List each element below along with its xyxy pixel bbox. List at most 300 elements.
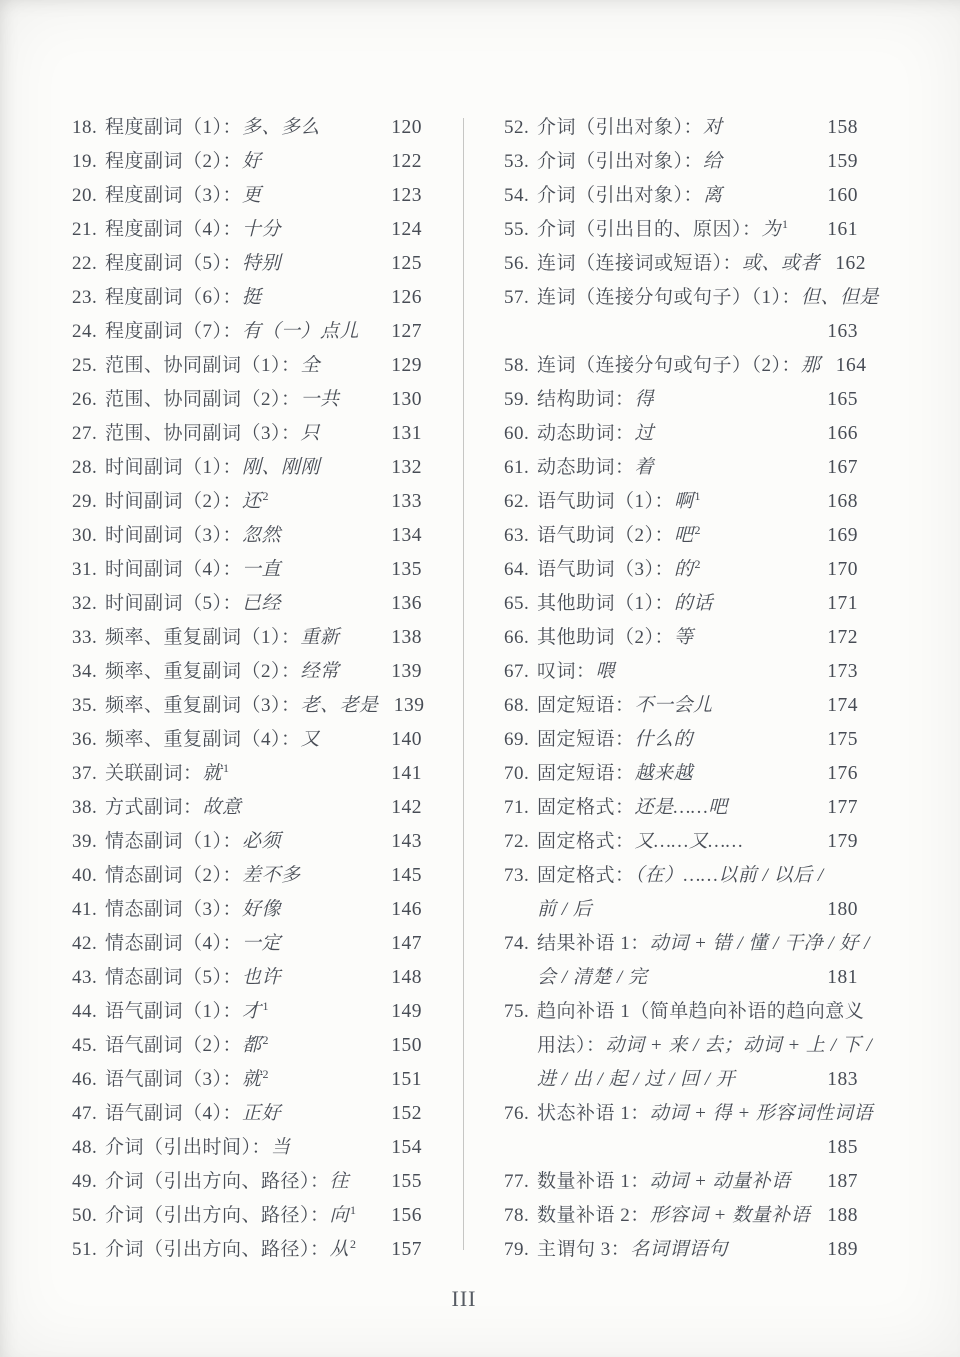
toc-entry-title [105, 757, 376, 791]
toc-entry-number: 68. [504, 695, 530, 716]
keyword-text: 挺 [242, 287, 262, 308]
toc-entry-title [537, 995, 864, 1029]
superscript: 2 [262, 488, 270, 503]
keyword-text: 正好 [242, 1103, 282, 1124]
keyword-text: 都 [242, 1035, 262, 1056]
toc-entry-title [537, 179, 812, 213]
keyword-text: 就 [242, 1069, 262, 1090]
label-text: 语气副词（4）： [105, 1103, 243, 1124]
label-text: 程度副词（1）： [105, 117, 243, 138]
keyword-text: 还 [242, 491, 262, 512]
toc-entry-number [504, 961, 537, 995]
toc-entry-number [504, 1029, 537, 1063]
toc-line [72, 179, 422, 213]
toc-entry-number: 34. [72, 661, 98, 682]
toc-entry-title [537, 961, 812, 995]
label-text: 关联副词： [105, 763, 203, 784]
toc-entry-title [537, 1063, 812, 1097]
keyword-text: 动词 + 动量补语 [649, 1171, 791, 1192]
label-text: 动态助词： [537, 423, 635, 444]
toc-entry-title [537, 145, 812, 179]
toc-entry-number: 42. [72, 933, 98, 954]
keyword-text: 着 [634, 457, 655, 478]
toc-entry-title [537, 1097, 873, 1131]
toc-entry-page: 166 [827, 423, 858, 444]
toc-entry-title [537, 247, 820, 281]
toc-entry-number: 73. [504, 865, 530, 886]
toc-entry-title [537, 587, 812, 621]
column-divider [463, 118, 464, 1250]
toc-line [504, 451, 858, 485]
toc-entry-title [537, 893, 812, 927]
toc-entry-number: 24. [72, 321, 98, 342]
label-text: 固定短语： [537, 763, 635, 784]
toc-line [72, 893, 422, 927]
toc-entry-number: 39. [72, 831, 98, 852]
toc-line [504, 723, 858, 757]
toc-line [504, 1233, 858, 1267]
toc-entry-title [105, 315, 376, 349]
toc-entry-number: 79. [504, 1239, 530, 1260]
toc-entry-page: 181 [827, 967, 858, 988]
label-text: 频率、重复副词（1）： [105, 627, 301, 648]
toc-entry-title [105, 417, 376, 451]
toc-entry-title [537, 621, 812, 655]
toc-entry-number: 63. [504, 525, 530, 546]
keyword-text: 必须 [242, 831, 282, 852]
toc-entry-number: 25. [72, 355, 98, 376]
toc-entry-page: 173 [827, 661, 858, 682]
label-text: 程度副词（5）： [105, 253, 243, 274]
keyword-text: 向 [329, 1205, 350, 1226]
label-text: 介词（引出目的、原因）： [537, 219, 762, 240]
label-text: 时间副词（1）： [105, 457, 243, 478]
toc-entry-number: 62. [504, 491, 530, 512]
toc-entry-title [537, 825, 812, 859]
toc-entry-number: 26. [72, 389, 98, 410]
toc-column-left [72, 111, 425, 1267]
toc-entry-number: 35. [72, 695, 98, 716]
keyword-text: 一定 [242, 933, 282, 954]
toc-entry-number: 74. [504, 933, 530, 954]
toc-entry-title [537, 859, 824, 893]
label-text: 主谓句 3： [537, 1239, 631, 1260]
toc-line-continuation [504, 315, 858, 349]
keyword-text: 也许 [242, 967, 282, 988]
toc-entry-number: 58. [504, 355, 530, 376]
toc-entry-page: 179 [827, 831, 858, 852]
label-text: 程度副词（3）： [105, 185, 243, 206]
toc-entry-number: 27. [72, 423, 98, 444]
superscript: 1 [262, 998, 270, 1013]
label-text: 情态副词（3）： [105, 899, 243, 920]
keyword-text: 进 / 出 / 起 / 过 / 回 / 开 [537, 1069, 736, 1090]
toc-line [72, 689, 425, 723]
toc-entry-title [537, 451, 812, 485]
toc-line [72, 757, 422, 791]
toc-entry-number: 40. [72, 865, 98, 886]
keyword-text: 刚、刚刚 [242, 457, 321, 478]
toc-entry-page [830, 859, 870, 893]
toc-entry-page: 145 [391, 865, 422, 886]
toc-line [504, 587, 858, 621]
toc-line [504, 621, 858, 655]
toc-line [72, 1131, 422, 1165]
toc-line [72, 723, 422, 757]
toc-entry-title [537, 553, 812, 587]
label-text: 时间副词（5）： [105, 593, 243, 614]
label-text: 数量补语 1： [537, 1171, 650, 1192]
toc-entry-page: 146 [391, 899, 422, 920]
keyword-text: 吧 [674, 525, 694, 546]
toc-entry-page: 138 [391, 627, 422, 648]
toc-line-continuation [504, 893, 858, 927]
label-text: 语气副词（2）： [105, 1035, 243, 1056]
toc-line [504, 485, 858, 519]
toc-entry-number: 23. [72, 287, 98, 308]
keyword-text: 又 [300, 729, 321, 750]
keyword-text: 动词 + 错 / 懂 / 干净 / 好 / [649, 933, 870, 954]
superscript: 2 [262, 1066, 270, 1081]
label-text: 语气副词（3）： [105, 1069, 243, 1090]
label-text: 介词（引出方向、路径）： [105, 1239, 330, 1260]
toc-entry-title [105, 451, 376, 485]
keyword-text: 好像 [242, 899, 282, 920]
toc-line [504, 247, 867, 281]
toc-line [72, 927, 422, 961]
toc-entry-number: 44. [72, 1001, 98, 1022]
toc-entry-page: 134 [391, 525, 422, 546]
toc-entry-number: 47. [72, 1103, 98, 1124]
toc-entry-title [105, 1199, 376, 1233]
toc-entry-number [504, 315, 537, 349]
label-text: 固定格式： [537, 797, 635, 818]
toc-line [72, 825, 422, 859]
toc-entry-page: 127 [391, 321, 422, 342]
toc-entry-number: 30. [72, 525, 98, 546]
toc-entry-title [105, 179, 376, 213]
toc-entry-number: 37. [72, 763, 98, 784]
keyword-text: 多、多么 [242, 117, 321, 138]
label-text: 情态副词（1）： [105, 831, 243, 852]
label-text: 范围、协同副词（3）： [105, 423, 301, 444]
label-text: 固定短语： [537, 729, 635, 750]
toc-line [504, 791, 858, 825]
label-text: 用法）： [537, 1035, 606, 1056]
toc-line [504, 213, 858, 247]
label-text: 语气助词（2）： [537, 525, 675, 546]
keyword-text: 给 [703, 151, 723, 172]
keyword-text: 老、老是 [300, 695, 379, 716]
toc-entry-page: 148 [391, 967, 422, 988]
toc-entry-number: 31. [72, 559, 98, 580]
toc-entry-number: 41. [72, 899, 98, 920]
toc-entry-number: 60. [504, 423, 530, 444]
toc-entry-title [537, 383, 812, 417]
toc-entry-title [537, 927, 870, 961]
toc-entry-number: 20. [72, 185, 98, 206]
toc-entry-title [537, 723, 812, 757]
toc-entry-title [105, 825, 376, 859]
toc-line [72, 485, 422, 519]
keyword-text: 特别 [242, 253, 282, 274]
keyword-text: 的话 [674, 593, 714, 614]
toc-entry-title [105, 349, 376, 383]
label-text: 其他助词（2）： [537, 627, 675, 648]
label-text: 介词（引出对象）： [537, 151, 704, 172]
label-text: 固定格式： [537, 831, 635, 852]
keyword-text: 好 [242, 151, 262, 172]
label-text: 结构助词： [537, 389, 635, 410]
toc-line [72, 961, 422, 995]
toc-entry-page: 132 [391, 457, 422, 478]
toc-entry-title [105, 111, 376, 145]
toc-entry-page: 167 [827, 457, 858, 478]
toc-entry-page: 175 [827, 729, 858, 750]
toc-line [72, 1097, 422, 1131]
toc-line [504, 111, 858, 145]
label-text: 时间副词（2）： [105, 491, 243, 512]
toc-entry-page: 136 [391, 593, 422, 614]
keyword-text: 才 [242, 1001, 262, 1022]
toc-entry-page: 130 [391, 389, 422, 410]
toc-entry-title [105, 213, 376, 247]
toc-line [72, 417, 422, 451]
keyword-text: 喂 [595, 661, 616, 682]
keyword-text: 形容词 + 数量补语 [649, 1205, 811, 1226]
label-text: 其他助词（1）： [537, 593, 675, 614]
toc-line [72, 1165, 422, 1199]
toc-entry-title [105, 383, 376, 417]
toc-line [72, 451, 422, 485]
toc-entry-title [105, 587, 376, 621]
toc-entry-title [537, 791, 812, 825]
label-text: 情态副词（4）： [105, 933, 243, 954]
toc-entry-page: 157 [391, 1239, 422, 1260]
toc-line [504, 655, 858, 689]
label-text: 范围、协同副词（1）： [105, 355, 301, 376]
toc-entry-title [105, 1029, 376, 1063]
toc-entry-number: 70. [504, 763, 530, 784]
toc-line [504, 349, 867, 383]
toc-entry-number: 28. [72, 457, 98, 478]
toc-entry-page [885, 281, 925, 315]
label-text: 叹词： [537, 661, 596, 682]
keyword-text: 更 [242, 185, 262, 206]
toc-entry-page: 131 [391, 423, 422, 444]
superscript: 2 [350, 1236, 357, 1251]
toc-entry-number: 43. [72, 967, 98, 988]
keyword-text: 不一会儿 [634, 695, 713, 716]
toc-entry-title [105, 485, 376, 519]
toc-entry-page: 187 [827, 1171, 858, 1192]
toc-entry-page: 185 [827, 1137, 858, 1158]
toc-entry-title [537, 519, 812, 553]
toc-entry-page: 156 [391, 1205, 422, 1226]
keyword-text: 会 / 清楚 / 完 [537, 967, 648, 988]
keyword-text: 越来越 [634, 763, 694, 784]
toc-line [72, 587, 422, 621]
toc-entry-number: 69. [504, 729, 530, 750]
toc-entry-page: 122 [391, 151, 422, 172]
toc-entry-page: 169 [827, 525, 858, 546]
toc-entry-page: 162 [835, 253, 867, 274]
toc-entry-title [537, 281, 879, 315]
keyword-text: 等 [674, 627, 694, 648]
toc-entry-number: 66. [504, 627, 530, 648]
keyword-text: 动词 + 来 / 去；动词 + 上 / 下 / [605, 1035, 873, 1056]
keyword-text: 忽然 [242, 525, 282, 546]
toc-entry-page: 171 [827, 593, 858, 614]
label-text: 范围、协同副词（2）： [105, 389, 301, 410]
toc-entry-title [537, 689, 812, 723]
toc-entry-page: 152 [391, 1103, 422, 1124]
keyword-text: 经常 [300, 661, 340, 682]
toc-entry-page: 135 [391, 559, 422, 580]
toc-entry-number: 22. [72, 253, 98, 274]
toc-entry-number: 51. [72, 1239, 98, 1260]
toc-entry-title [537, 213, 812, 247]
toc-entry-page: 161 [827, 219, 858, 240]
toc-entry-number: 32. [72, 593, 98, 614]
toc-entry-number: 52. [504, 117, 530, 138]
toc-entry-page: 140 [391, 729, 422, 750]
label-text: 语气助词（1）： [537, 491, 675, 512]
toc-entry-title [105, 145, 376, 179]
toc-entry-page: 172 [827, 627, 858, 648]
toc-entry-page: 158 [827, 117, 858, 138]
keyword-text: 全 [300, 355, 321, 376]
toc-entry-page: 133 [391, 491, 422, 512]
superscript: 1 [223, 760, 230, 775]
toc-line [504, 519, 858, 553]
toc-entry-number [504, 1063, 537, 1097]
toc-entry-title [105, 281, 376, 315]
toc-entry-page [879, 1097, 919, 1131]
toc-entry-title [537, 111, 812, 145]
keyword-text: 但、但是 [801, 287, 880, 308]
toc-line [72, 1029, 422, 1063]
keyword-text: 就 [202, 763, 223, 784]
toc-entry-title [105, 1097, 376, 1131]
toc-line [72, 553, 422, 587]
label-text: 频率、重复副词（2）： [105, 661, 301, 682]
label-text: 结果补语 1： [537, 933, 650, 954]
toc-entry-page: 188 [827, 1205, 858, 1226]
label-text: 连词（连接分句或句子）（1）： [537, 287, 802, 308]
toc-line [504, 689, 858, 723]
toc-line [72, 383, 422, 417]
toc-entry-number: 21. [72, 219, 98, 240]
toc-entry-title [105, 723, 376, 757]
label-text: 时间副词（3）： [105, 525, 243, 546]
toc-entry-title [105, 995, 376, 1029]
toc-entry-title [537, 655, 812, 689]
toc-entry-page: 155 [391, 1171, 422, 1192]
label-text: 情态副词（5）： [105, 967, 243, 988]
superscript: 1 [350, 1202, 357, 1217]
toc-entry-page: 125 [391, 253, 422, 274]
keyword-text: 名词谓语句 [630, 1239, 728, 1260]
toc-line [72, 519, 422, 553]
toc-entry-number [504, 1131, 537, 1165]
toc-entry-number: 61. [504, 457, 530, 478]
toc-entry-number: 45. [72, 1035, 98, 1056]
label-text: 方式副词： [105, 797, 203, 818]
toc-line [72, 281, 422, 315]
toc-entry-title [105, 893, 376, 927]
superscript: 2 [694, 556, 702, 571]
keyword-text: 什么的 [634, 729, 694, 750]
label-text: 程度副词（2）： [105, 151, 243, 172]
keyword-text: 还是……吧 [634, 797, 728, 818]
toc-entry-title [537, 1233, 812, 1267]
keyword-text: 十分 [242, 219, 282, 240]
label-text: 状态补语 1： [537, 1103, 650, 1124]
toc-entry-number: 33. [72, 627, 98, 648]
label-text: 时间副词（4）： [105, 559, 243, 580]
toc-entry-number: 53. [504, 151, 530, 172]
toc-entry-number: 78. [504, 1205, 530, 1226]
toc-entry-number: 76. [504, 1103, 530, 1124]
toc-entry-number: 72. [504, 831, 530, 852]
keyword-text: 有（一）点儿 [242, 321, 360, 342]
label-text: 趋向补语 1（简单趋向补语的趋向意义 [537, 1001, 865, 1022]
label-text: 固定格式： [537, 865, 635, 886]
toc-line [504, 757, 858, 791]
toc-entry-number: 77. [504, 1171, 530, 1192]
toc-entry-title [105, 655, 376, 689]
toc-entry-number: 46. [72, 1069, 98, 1090]
toc-line [72, 1063, 422, 1097]
keyword-text: 动词 + 得 + 形容词性词语 [649, 1103, 873, 1124]
toc-line [504, 179, 858, 213]
toc-entry-number: 64. [504, 559, 530, 580]
toc-line [72, 213, 422, 247]
toc-entry-page: 139 [391, 661, 422, 682]
label-text: 情态副词（2）： [105, 865, 243, 886]
toc-entry-number: 48. [72, 1137, 98, 1158]
toc-entry-page: 150 [391, 1035, 422, 1056]
toc-entry-number: 49. [72, 1171, 98, 1192]
toc-entry-title [105, 1165, 376, 1199]
toc-line [72, 655, 422, 689]
superscript: 1 [694, 488, 702, 503]
toc-entry-title [105, 791, 376, 825]
toc-entry-number: 57. [504, 287, 530, 308]
toc-entry-number: 50. [72, 1205, 98, 1226]
toc-line [504, 1165, 858, 1199]
keyword-text: 为 [761, 219, 782, 240]
toc-line [504, 553, 858, 587]
label-text: 介词（引出方向、路径）： [105, 1171, 330, 1192]
keyword-text: 往 [329, 1171, 350, 1192]
label-text: 语气助词（3）： [537, 559, 675, 580]
toc-entry-page: 164 [835, 355, 867, 376]
keyword-text: 啊 [674, 491, 694, 512]
toc-line [72, 859, 422, 893]
toc-entry-title [105, 247, 376, 281]
toc-entry-page: 177 [827, 797, 858, 818]
toc-entry-title [537, 349, 821, 383]
toc-entry-title [105, 553, 376, 587]
toc-entry-page [876, 927, 916, 961]
toc-entry-page: 165 [827, 389, 858, 410]
toc-entry-page: 183 [827, 1069, 858, 1090]
toc-line-continuation [504, 961, 858, 995]
toc-entry-page: 174 [827, 695, 858, 716]
label-text: 程度副词（6）： [105, 287, 243, 308]
